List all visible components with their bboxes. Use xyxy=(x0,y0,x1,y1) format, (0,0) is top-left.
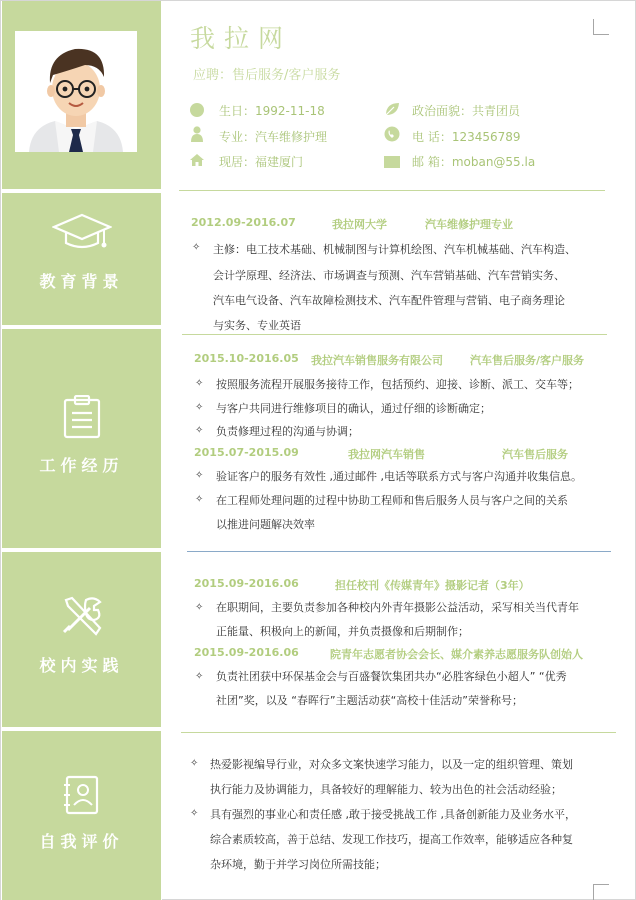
campus2-line: 社团”奖，以及 “春晖行”主题活动获“高校十佳活动”荣誉称号； xyxy=(216,694,523,707)
candidate-name: 我拉网 xyxy=(190,24,293,53)
job1-role: 汽车售后服务/客户服务 xyxy=(470,354,585,367)
self-line: 具有强烈的事业心和责任感 ,敢于接受挑战工作 ,具备创新能力及业务水平， xyxy=(210,808,576,821)
job1-line: 负责修理过程的沟通与协调； xyxy=(216,425,359,438)
edu-line: 与实务、专业英语 xyxy=(213,319,301,332)
profile-block xyxy=(2,1,161,189)
edu-date: 2012.09-2016.07 xyxy=(191,216,296,229)
bullet-icon: ✧ xyxy=(195,671,204,682)
job2-date: 2015.07-2015.09 xyxy=(194,446,299,459)
self-block xyxy=(2,731,161,900)
campus1-line: 正能量、积极向上的新闻，并负责摄像和后期制作； xyxy=(216,625,469,638)
info-politics: 政治面貌：共青团员 xyxy=(412,104,521,118)
info-phone: 电 话：123456789 xyxy=(412,130,521,144)
birthday-icon xyxy=(190,102,204,121)
job2-line: 在工程师处理问题的过程中协助工程师和售后服务人员与客户之间的关系 xyxy=(216,494,568,507)
campus2-title: 院青年志愿者协会会长、媒介素养志愿服务队创始人 xyxy=(330,648,583,661)
bullet-icon: ✧ xyxy=(192,242,201,253)
section-label-self: 自我评价 xyxy=(39,832,124,851)
contact-book-icon xyxy=(63,775,101,819)
leaf-icon xyxy=(384,101,400,121)
sidebar xyxy=(1,1,162,900)
job1-line: 与客户共同进行维修项目的确认，通过仔细的诊断确定； xyxy=(216,402,491,415)
section-label-education: 教育背景 xyxy=(39,272,124,291)
job2-line: 验证客户的服务有效性 ,通过邮件 ,电话等联系方式与客户沟通并收集信息。 xyxy=(216,470,582,483)
divider-campus xyxy=(181,732,616,733)
work-block xyxy=(2,329,161,548)
info-home: 现居：福建厦门 xyxy=(219,155,304,169)
education-block xyxy=(2,193,161,325)
divider-education xyxy=(182,334,607,335)
avatar xyxy=(15,31,137,152)
job1-date: 2015.10-2016.05 xyxy=(194,352,299,365)
self-line: 热爱影视编导行业，对众多文案快速学习能力，以及一定的组织管理、策划 xyxy=(210,758,573,771)
mail-icon xyxy=(384,153,400,172)
job1-line: 按照服务流程开展服务接待工作，包括预约、迎接、诊断、派工、交车等； xyxy=(216,378,579,391)
bullet-icon: ✧ xyxy=(190,808,199,819)
edu-line: 汽车电气设备、汽车故障检测技术、汽车配件管理与营销、电子商务理论 xyxy=(213,294,565,307)
tools-icon xyxy=(60,594,104,642)
job1-company: 我拉汽车销售服务有限公司 xyxy=(311,354,443,367)
bullet-icon: ✧ xyxy=(190,758,199,769)
self-line: 综合素质较高，善于总结、发现工作技巧，提高工作效率，能够适应各种复 xyxy=(210,833,573,846)
edu-major: 汽车维修护理专业 xyxy=(425,218,513,231)
corner-mark-top xyxy=(593,19,609,35)
self-line: 杂环境，勤于并学习岗位所需技能； xyxy=(210,858,386,871)
info-birth: 生日：1992-11-18 xyxy=(219,104,325,118)
bullet-icon: ✧ xyxy=(195,378,204,389)
bullet-icon: ✧ xyxy=(195,470,204,481)
job2-role: 汽车售后服务 xyxy=(502,448,568,461)
section-label-work: 工作经历 xyxy=(39,456,124,475)
edu-line: 会计学原理、经济法、市场调查与预测、汽车营销基础、汽车营销实务、 xyxy=(213,269,565,282)
edu-school: 我拉网大学 xyxy=(332,218,387,231)
phone-icon xyxy=(384,126,400,146)
info-email: 邮 箱：moban@55.la xyxy=(412,155,536,169)
bullet-icon: ✧ xyxy=(195,494,204,505)
graduation-cap-icon xyxy=(52,211,112,255)
applied-position: 应聘：售后服务/客户服务 xyxy=(193,68,341,83)
clipboard-icon xyxy=(63,395,101,443)
campus1-line: 在职期间，主要负责参加各种校内外青年摄影公益活动，采写相关当代青年 xyxy=(216,601,579,614)
bullet-icon: ✧ xyxy=(195,402,204,413)
job2-line: 以推进问题解决效率 xyxy=(216,518,315,531)
bullet-icon: ✧ xyxy=(195,425,204,436)
campus1-date: 2015.09-2016.06 xyxy=(194,577,299,590)
section-label-campus: 校内实践 xyxy=(39,656,124,675)
edu-line: 主修：电工技术基础、机械制图与计算机绘图、汽车机械基础、汽车构造、 xyxy=(213,243,576,256)
person-icon xyxy=(190,126,204,146)
home-icon xyxy=(189,152,205,171)
campus-block xyxy=(2,552,161,727)
campus2-line: 负责社团获中环保基金会与百盛餐饮集团共办“必胜客绿色小超人” “优秀 xyxy=(216,670,567,683)
corner-mark-bottom xyxy=(593,884,609,900)
divider-header xyxy=(179,190,605,191)
self-line: 执行能力及协调能力，具备较好的理解能力、较为出色的社会活动经验； xyxy=(210,783,562,796)
campus1-title: 担任校刊《传媒青年》摄影记者（3年） xyxy=(335,579,530,592)
info-major: 专业：汽车维修护理 xyxy=(219,130,328,144)
bullet-icon: ✧ xyxy=(195,602,204,613)
campus2-date: 2015.09-2016.06 xyxy=(194,646,299,659)
divider-work xyxy=(187,551,611,552)
job2-company: 我拉网汽车销售 xyxy=(348,448,425,461)
